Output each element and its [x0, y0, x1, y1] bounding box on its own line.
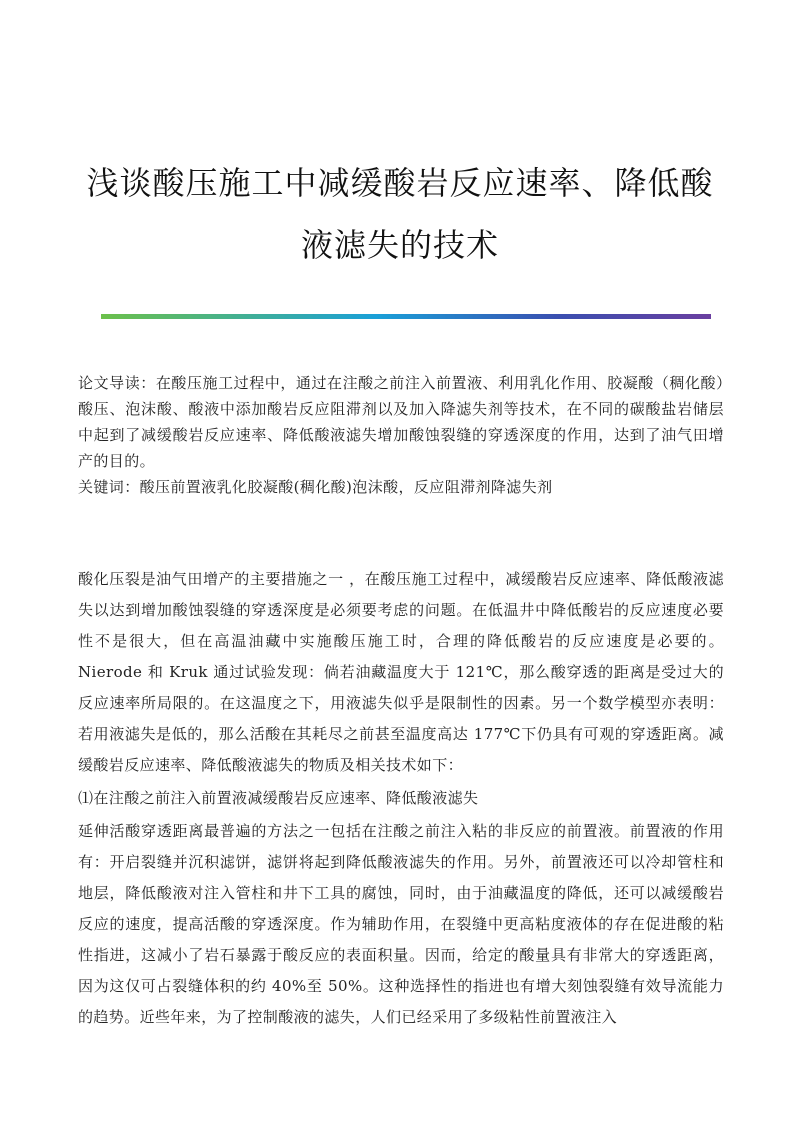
- keywords-text: 关键词：酸压前置液乳化胶凝酸(稠化酸)泡沫酸，反应阻滞剂降滤失剂: [78, 478, 553, 496]
- abstract-text: 论文导读：在酸压施工过程中，通过在注酸之前注入前置液、利用乳化作用、胶凝酸（稠化酸）酸压、泡沫酸、酸液中添加酸岩反应阻滞剂以及加入降滤失剂等技术，在不同的碳酸盐岩储层中起到了减缓酸岩反应速率、降低酸液滤失增加酸蚀裂缝的穿透深度的作用，达到了油气田增产的目的。: [78, 374, 724, 470]
- title-line-1: 浅谈酸压施工中减缓酸岩反应速率、降低酸: [86, 164, 714, 202]
- abstract-block: [78, 370, 724, 500]
- paragraph-intro: 酸化压裂是油气田增产的主要措施之一 ，在酸压施工过程中，减缓酸岩反应速率、降低酸液滤失以达到增加酸蚀裂缝的穿透深度是必须要考虑的问题。在低温井中降低酸岩的反应速度必要性不是很大，但在高温油藏中实施酸压施工时，合理的降低酸岩的反应速度是必要的。Nierode 和 Kruk 通过试验发现：倘若油藏温度大于 121℃，那么酸穿透的距离是受过大的反应速率所局限的。在这温度之下，用液滤失似乎是限制性的因素。另一个数学模型亦表明：若用液滤失是低的，那么活酸在其耗尽之前甚至温度高达 177℃下仍具有可观的穿透距离。减缓酸岩反应速率、降低酸液滤失的物质及相关技术如下：: [78, 570, 724, 774]
- title-divider: [101, 314, 711, 319]
- section-heading-1: ⑴在注酸之前注入前置液减缓酸岩反应速率、降低酸液滤失: [78, 789, 479, 807]
- body-text: [78, 564, 724, 1033]
- paragraph-section-1: 延伸活酸穿透距离最普遍的方法之一包括在注酸之前注入粘的非反应的前置液。前置液的作用有：开启裂缝并沉积滤饼，滤饼将起到降低酸液滤失的作用。另外，前置液还可以冷却管柱和地层，降低酸液对注入管柱和井下工具的腐蚀，同时，由于油藏温度的降低，还可以减缓酸岩反应的速度，提高活酸的穿透深度。作为辅助作用，在裂缝中更高粘度液体的存在促进酸的粘性指进，这减小了岩石暴露于酸反应的表面积量。因而，给定的酸量具有非常大的穿透距离，因为这仅可占裂缝体积的约 40%至 50%。这种选择性的指进也有增大刻蚀裂缝有效导流能力的趋势。近些年来，为了控制酸液的滤失，人们已经采用了多级粘性前置液注入: [78, 822, 724, 1026]
- document-title: [78, 152, 722, 276]
- title-line-2: 液滤失的技术: [300, 226, 499, 264]
